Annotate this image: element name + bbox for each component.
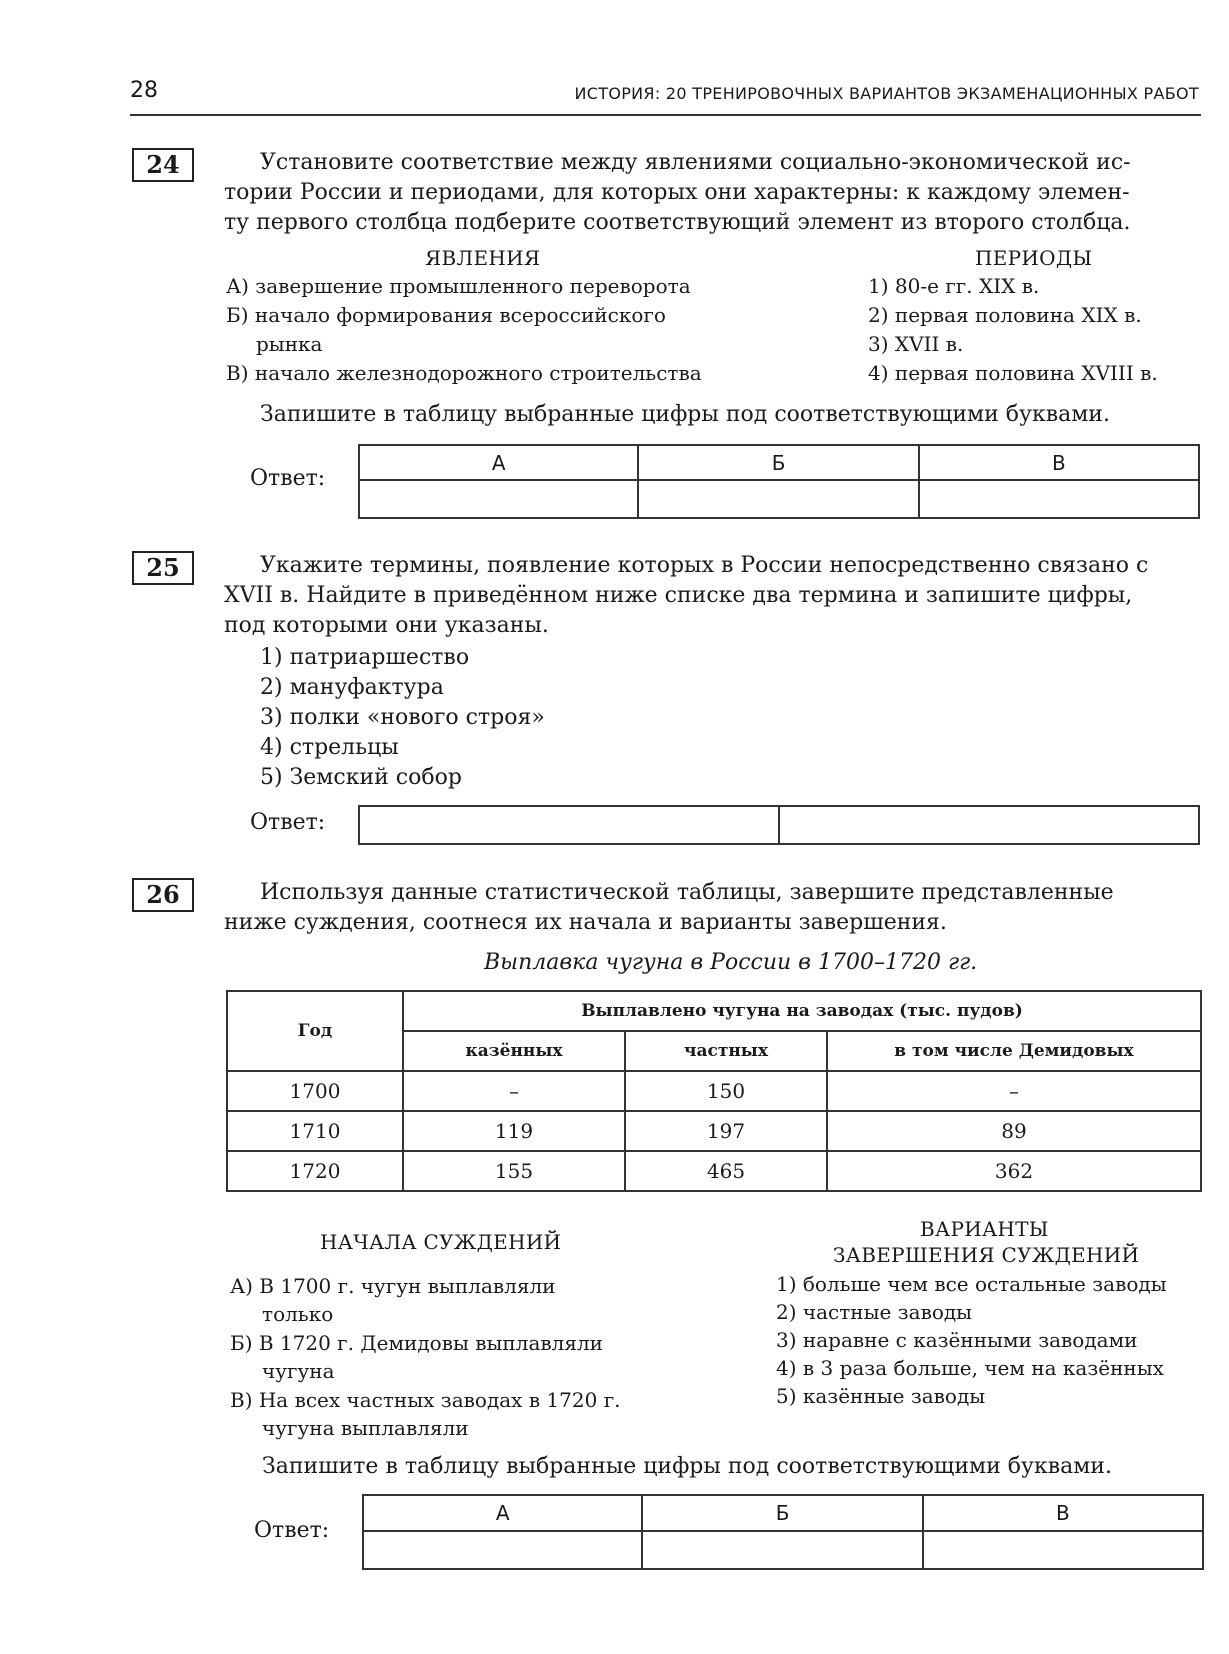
- running-title: ИСТОРИЯ: 20 ТРЕНИРОВОЧНЫХ ВАРИАНТОВ ЭКЗАМЕНАЦИОННЫХ РАБОТ: [574, 84, 1199, 103]
- task-26-endings-heading-line-1: ВАРИАНТЫ: [920, 1217, 1049, 1241]
- task-24-answer-header-b: Б: [638, 445, 918, 480]
- task-25-option-3: 3) полки «нового строя»: [260, 705, 545, 730]
- task-25-option-1: 1) патриаршество: [260, 645, 470, 670]
- table-cell-private: 465: [625, 1151, 827, 1191]
- table-group-header: Выплавлено чугуна на заводах (тыс. пудов): [403, 991, 1201, 1031]
- task-26-ending-5: 5) казённые заводы: [776, 1384, 986, 1408]
- task-26-prompt-line-1: Используя данные статистической таблицы, завершите представленные: [260, 880, 1114, 905]
- table-cell-state: 119: [403, 1111, 625, 1151]
- task-26-answer-table: [362, 1494, 1204, 1570]
- task-24-phenomenon-a: А) завершение промышленного переворота: [226, 274, 691, 298]
- task-26-answer-cell-b[interactable]: [642, 1531, 922, 1569]
- task-26-answer-cell-c[interactable]: [923, 1531, 1203, 1569]
- task-25-option-4: 4) стрельцы: [260, 735, 399, 760]
- task-24-phenomenon-b: Б) начало формирования всероссийского: [226, 303, 666, 327]
- task-26-ending-1: 1) больше чем все остальные заводы: [776, 1272, 1167, 1296]
- task-24-period-2: 2) первая половина XIX в.: [868, 303, 1142, 327]
- task-24-prompt-line-1: Установите соответствие между явлениями социально-экономической ис-: [260, 150, 1131, 175]
- task-26-beginning-b-cont: чугуна: [262, 1359, 335, 1383]
- task-26-beginning-c-cont: чугуна выплавляли: [262, 1416, 469, 1440]
- task-24-answer-cell-c[interactable]: [919, 480, 1199, 518]
- table-subheader-state: казённых: [403, 1031, 625, 1071]
- task-24-answer-label: Ответ:: [250, 466, 326, 491]
- table-row: [227, 1111, 1201, 1151]
- table-cell-demidov: 89: [827, 1111, 1201, 1151]
- task-26-answer-header-a: А: [363, 1495, 642, 1531]
- table-cell-year: 1700: [227, 1071, 403, 1111]
- header-divider: [130, 114, 1201, 116]
- task-26-ending-4: 4) в 3 раза больше, чем на казённых: [776, 1356, 1164, 1380]
- task-25-option-2: 2) мануфактура: [260, 675, 444, 700]
- task-24-periods-heading: ПЕРИОДЫ: [975, 246, 1093, 270]
- task-26-answer-header-b: Б: [642, 1495, 922, 1531]
- table-cell-private: 197: [625, 1111, 827, 1151]
- task-25-answer-cell-1[interactable]: [359, 806, 779, 844]
- task-25-number: 25: [132, 551, 194, 585]
- task-24-number: 24: [132, 148, 194, 182]
- task-24-answer-table: [358, 444, 1200, 519]
- task-24-answer-cell-b[interactable]: [638, 480, 918, 518]
- table-cell-state: –: [403, 1071, 625, 1111]
- table-subheader-private: частных: [625, 1031, 827, 1071]
- table-cell-year: 1720: [227, 1151, 403, 1191]
- task-26-ending-3: 3) наравне с казёнными заводами: [776, 1328, 1138, 1352]
- iron-smelting-table: [226, 990, 1202, 1192]
- table-cell-private: 150: [625, 1071, 827, 1111]
- task-26-beginning-a-cont: только: [262, 1302, 334, 1326]
- task-26-beginning-b: Б) В 1720 г. Демидовы выплавляли: [230, 1331, 603, 1355]
- task-25-answer-table: [358, 805, 1200, 845]
- task-24-prompt-line-3: ту первого столбца подберите соответствующий элемент из второго столбца.: [224, 210, 1131, 235]
- task-26-answer-label: Ответ:: [254, 1518, 330, 1543]
- task-24-phenomenon-c: В) начало железнодорожного строительства: [226, 361, 702, 385]
- task-26-beginning-c: В) На всех частных заводах в 1720 г.: [230, 1388, 621, 1412]
- table-row: [227, 1151, 1201, 1191]
- table-row: [227, 1071, 1201, 1111]
- task-24-phenomenon-b-cont: рынка: [256, 332, 323, 356]
- table-cell-demidov: –: [827, 1071, 1201, 1111]
- task-26-number: 26: [132, 878, 194, 912]
- task-24-prompt-line-2: тории России и периодами, для которых они характерны: к каждому элемен-: [224, 180, 1130, 205]
- task-24-answer-cell-a[interactable]: [359, 480, 638, 518]
- task-26-ending-2: 2) частные заводы: [776, 1300, 973, 1324]
- task-26-endings-heading-line-2: ЗАВЕРШЕНИЯ СУЖДЕНИЙ: [833, 1243, 1140, 1267]
- task-25-prompt-line-1: Укажите термины, появление которых в России непосредственно связано с: [260, 553, 1149, 578]
- task-24-answer-header-c: В: [919, 445, 1199, 480]
- task-24-phenomena-heading: ЯВЛЕНИЯ: [425, 246, 541, 270]
- task-25-prompt-line-3: под которыми они указаны.: [224, 613, 549, 638]
- table-cell-year: 1710: [227, 1111, 403, 1151]
- task-24-instruction: Запишите в таблицу выбранные цифры под соответствующими буквами.: [260, 402, 1110, 427]
- task-26-prompt-line-2: ниже суждения, соотнеся их начала и варианты завершения.: [224, 910, 947, 935]
- table-subheader-demidov: в том числе Демидовых: [827, 1031, 1201, 1071]
- task-24-period-4: 4) первая половина XVIII в.: [868, 361, 1158, 385]
- task-26-beginnings-heading: НАЧАЛА СУЖДЕНИЙ: [320, 1230, 562, 1254]
- page-number: 28: [130, 78, 158, 103]
- task-25-option-5: 5) Земский собор: [260, 765, 462, 790]
- task-25-answer-label: Ответ:: [250, 810, 326, 835]
- task-24-period-3: 3) XVII в.: [868, 332, 964, 356]
- task-26-instruction: Запишите в таблицу выбранные цифры под соответствующими буквами.: [262, 1454, 1112, 1479]
- task-25-prompt-line-2: XVII в. Найдите в приведённом ниже списке два термина и запишите цифры,: [224, 583, 1133, 608]
- task-26-table-caption: Выплавка чугуна в России в 1700–1720 гг.: [484, 950, 978, 975]
- table-year-header: Год: [227, 991, 403, 1071]
- task-24-answer-header-a: А: [359, 445, 638, 480]
- task-25-answer-cell-2[interactable]: [779, 806, 1199, 844]
- task-26-beginning-a: А) В 1700 г. чугун выплавляли: [230, 1274, 556, 1298]
- task-26-answer-header-c: В: [923, 1495, 1203, 1531]
- task-26-answer-cell-a[interactable]: [363, 1531, 642, 1569]
- task-24-period-1: 1) 80-е гг. XIX в.: [868, 274, 1040, 298]
- table-cell-state: 155: [403, 1151, 625, 1191]
- table-cell-demidov: 362: [827, 1151, 1201, 1191]
